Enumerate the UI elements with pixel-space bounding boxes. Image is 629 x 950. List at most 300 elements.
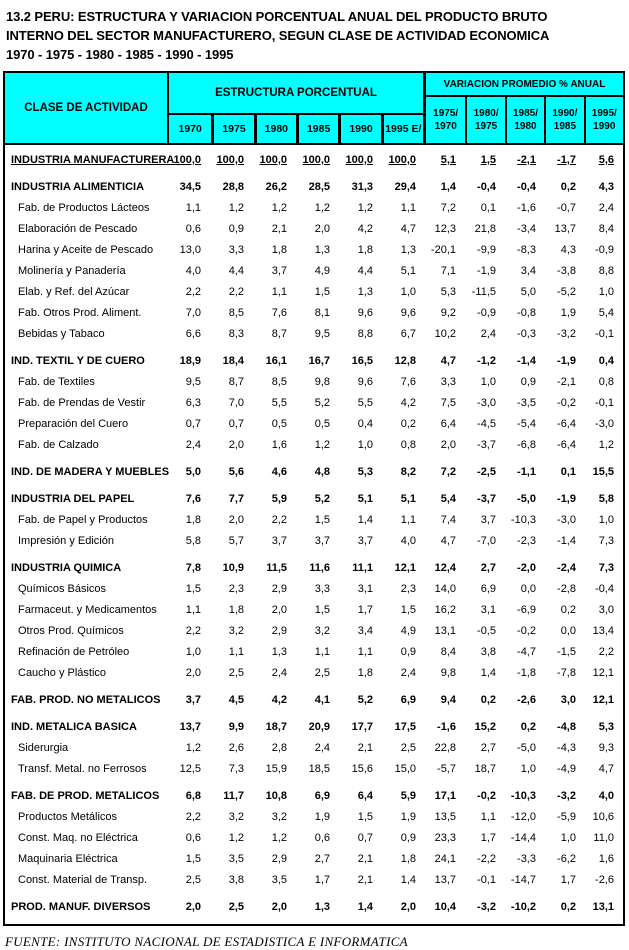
value-cell: 7,6 — [271, 307, 287, 319]
value-cell: 5,9 — [400, 790, 416, 802]
activity-label: Const. Material de Transp. — [18, 874, 148, 886]
value-cell: 13,5 — [434, 811, 456, 823]
value-cell: 7,7 — [228, 493, 244, 505]
value-cell: -3,0 — [477, 397, 496, 409]
variacion-promedio-section — [423, 73, 623, 143]
value-cell: 0,0 — [560, 625, 576, 637]
table-row — [5, 282, 623, 303]
year-column-header: 1995 E/ — [381, 115, 423, 143]
value-cell: 5,1 — [400, 265, 416, 277]
table-row — [5, 531, 623, 552]
value-cell: 1,8 — [228, 604, 244, 616]
value-cell: -1,2 — [477, 355, 496, 367]
value-cell: -2,1 — [517, 154, 536, 166]
activity-label: Otros Prod. Químicos — [18, 625, 124, 637]
value-cell: -0,9 — [595, 244, 614, 256]
value-cell: 1,4 — [357, 514, 373, 526]
value-cell: 12,1 — [592, 667, 614, 679]
value-cell: 10,9 — [222, 562, 244, 574]
activity-label: Farmaceut. y Medicamentos — [18, 604, 157, 616]
value-cell: 1,0 — [560, 832, 576, 844]
value-cell: 13,7 — [434, 874, 456, 886]
value-cell: 11,0 — [593, 832, 614, 844]
year-column-header: 1980 — [254, 115, 296, 143]
value-cell: 12,3 — [434, 223, 456, 235]
value-cell: 7,5 — [440, 397, 456, 409]
value-cell: 2,4 — [598, 202, 614, 214]
value-cell: 8,4 — [598, 223, 614, 235]
value-cell: 3,7 — [480, 514, 496, 526]
value-cell: 0,2 — [560, 901, 576, 913]
value-cell: -1,7 — [557, 154, 576, 166]
value-cell: 3,2 — [314, 625, 330, 637]
value-cell: 24,1 — [434, 853, 456, 865]
value-cell: 15,2 — [474, 721, 496, 733]
value-cell: 1,2 — [357, 202, 373, 214]
value-cell: 2,0 — [185, 901, 201, 913]
value-cell: 3,7 — [314, 535, 330, 547]
value-cell: 16,1 — [265, 355, 287, 367]
value-cell: 13,1 — [592, 901, 614, 913]
value-cell: 9,5 — [185, 376, 201, 388]
activity-label: Fab. de Productos Lácteos — [18, 202, 150, 214]
value-cell: 5,6 — [228, 466, 244, 478]
value-cell: -0,8 — [517, 307, 536, 319]
value-cell: 0,6 — [185, 223, 201, 235]
value-cell: 1,6 — [271, 439, 287, 451]
value-cell: 1,1 — [185, 604, 201, 616]
year-column-header: 1970 — [178, 123, 202, 135]
value-cell: 2,7 — [314, 853, 330, 865]
variation-column-header: 1990/ 1985 — [544, 97, 583, 143]
value-cell: 0,2 — [560, 181, 576, 193]
table-row — [5, 261, 623, 282]
value-cell: 15,6 — [351, 763, 373, 775]
value-cell: -1,1 — [517, 466, 536, 478]
value-cell: 6,8 — [185, 790, 201, 802]
value-cell: 4,4 — [357, 265, 373, 277]
value-cell: 16,7 — [308, 355, 330, 367]
value-cell: 8,7 — [271, 328, 287, 340]
table-row — [5, 198, 623, 219]
value-cell: 3,7 — [271, 535, 287, 547]
value-cell: 8,8 — [598, 265, 614, 277]
value-cell: 0,7 — [228, 418, 244, 430]
value-cell: -5,0 — [517, 493, 536, 505]
value-cell: 1,3 — [314, 244, 330, 256]
variation-column-header: 1980/ 1975 — [465, 97, 504, 143]
value-cell: 1,1 — [271, 286, 287, 298]
value-cell: 1,2 — [228, 832, 244, 844]
value-cell: 4,3 — [560, 244, 576, 256]
table-row — [5, 786, 623, 807]
value-cell: 2,8 — [271, 742, 287, 754]
value-cell: 3,5 — [271, 874, 287, 886]
activity-label: IND. DE MADERA Y MUEBLES — [11, 466, 170, 478]
value-cell: 9,3 — [598, 742, 614, 754]
value-cell: 5,2 — [357, 694, 373, 706]
value-cell: 2,0 — [228, 439, 244, 451]
table-row — [5, 621, 623, 642]
value-cell: 2,2 — [185, 625, 201, 637]
value-cell: 23,3 — [434, 832, 456, 844]
estructura-porcentual-section — [167, 73, 423, 143]
column-header-clase-de-actividad: CLASE DE ACTIVIDAD — [24, 102, 148, 114]
value-cell: 5,2 — [314, 493, 330, 505]
value-cell: -3,7 — [477, 493, 496, 505]
activity-label: IND. METALICA BASICA — [11, 721, 137, 733]
value-cell: 29,4 — [394, 181, 416, 193]
value-cell: 1,1 — [480, 811, 496, 823]
activity-label: Elab. y Ref. del Azúcar — [18, 286, 130, 298]
value-cell: 3,1 — [357, 583, 373, 595]
value-cell: 6,4 — [440, 418, 456, 430]
value-cell: 1,7 — [480, 832, 496, 844]
value-cell: -1,8 — [517, 667, 536, 679]
value-cell: 2,1 — [357, 874, 373, 886]
table-row — [5, 717, 623, 738]
value-cell: 11,7 — [223, 790, 244, 802]
estructura-porcentual-header: ESTRUCTURA PORCENTUAL — [169, 73, 423, 115]
value-cell: 2,7 — [480, 742, 496, 754]
value-cell: 100,0 — [173, 154, 201, 166]
value-cell: 1,0 — [185, 646, 201, 658]
value-cell: 7,6 — [400, 376, 416, 388]
value-cell: 3,1 — [480, 604, 496, 616]
value-cell: -2,5 — [477, 466, 496, 478]
value-cell: 1,9 — [560, 307, 576, 319]
value-cell: 4,2 — [400, 397, 416, 409]
value-cell: 6,9 — [480, 583, 496, 595]
table-row — [5, 828, 623, 849]
value-cell: -3,3 — [517, 853, 536, 865]
value-cell: 0,6 — [185, 832, 201, 844]
variation-columns-row — [426, 97, 623, 143]
year-columns-row — [169, 115, 423, 143]
value-cell: -1,6 — [517, 202, 536, 214]
value-cell: -5,7 — [437, 763, 456, 775]
value-cell: 5,3 — [598, 721, 614, 733]
variation-column-header: 1975/ 1970 — [433, 108, 459, 132]
value-cell: 18,5 — [308, 763, 330, 775]
value-cell: 2,6 — [228, 742, 244, 754]
value-cell: 5,5 — [357, 397, 373, 409]
value-cell: 20,9 — [308, 721, 330, 733]
activity-label: FAB. DE PROD. METALICOS — [11, 790, 160, 802]
value-cell: -9,9 — [477, 244, 496, 256]
value-cell: 0,5 — [314, 418, 330, 430]
value-cell: 0,1 — [560, 466, 576, 478]
value-cell: -2,0 — [517, 562, 536, 574]
value-cell: 1,3 — [314, 901, 330, 913]
table-row — [5, 219, 623, 240]
activity-label: IND. TEXTIL Y DE CUERO — [11, 355, 145, 367]
table-row — [5, 462, 623, 483]
value-cell: 6,3 — [185, 397, 201, 409]
value-cell: 0,2 — [520, 721, 536, 733]
title-line-2: INTERNO DEL SECTOR MANUFACTURERO, SEGUN CLASE DE ACTIVIDAD ECONOMICA — [6, 28, 550, 43]
value-cell: 1,1 — [228, 646, 244, 658]
value-cell: 2,2 — [598, 646, 614, 658]
value-cell: 6,9 — [314, 790, 330, 802]
value-cell: 100,0 — [302, 154, 330, 166]
value-cell: 3,3 — [228, 244, 244, 256]
table-row — [5, 240, 623, 261]
value-cell: 1,8 — [357, 667, 373, 679]
value-cell: 4,9 — [314, 265, 330, 277]
value-cell: -0,4 — [477, 181, 496, 193]
table-row — [5, 489, 623, 510]
value-cell: 1,1 — [400, 514, 416, 526]
value-cell: 2,4 — [480, 328, 496, 340]
value-cell: -0,2 — [557, 397, 576, 409]
activity-label: Fab. de Papel y Productos — [18, 514, 148, 526]
value-cell: 3,4 — [520, 265, 536, 277]
value-cell: 1,2 — [314, 439, 330, 451]
value-cell: -0,4 — [517, 181, 536, 193]
value-cell: 1,5 — [314, 604, 330, 616]
value-cell: 7,2 — [440, 466, 456, 478]
value-cell: 13,1 — [434, 625, 456, 637]
value-cell: 3,7 — [185, 694, 201, 706]
activity-label: INDUSTRIA MANUFACTURERA — [11, 154, 175, 166]
value-cell: -1,4 — [557, 535, 576, 547]
value-cell: 1,4 — [480, 667, 496, 679]
value-cell: 1,0 — [400, 286, 416, 298]
value-cell: 0,2 — [400, 418, 416, 430]
value-cell: 9,6 — [357, 307, 373, 319]
value-cell: -8,3 — [517, 244, 536, 256]
value-cell: 1,0 — [520, 763, 536, 775]
value-cell: -10,3 — [510, 790, 536, 802]
value-cell: 8,4 — [440, 646, 456, 658]
value-cell: 2,2 — [185, 811, 201, 823]
value-cell: 0,9 — [400, 646, 416, 658]
value-cell: 0,7 — [357, 832, 373, 844]
value-cell: 2,2 — [228, 286, 244, 298]
activity-label: INDUSTRIA DEL PAPEL — [11, 493, 135, 505]
value-cell: 4,7 — [440, 535, 456, 547]
value-cell: 11,5 — [266, 562, 287, 574]
value-cell: -14,4 — [510, 832, 536, 844]
value-cell: 1,5 — [480, 154, 496, 166]
value-cell: 5,7 — [228, 535, 244, 547]
activity-label: Impresión y Edición — [18, 535, 114, 547]
value-cell: 2,9 — [271, 625, 287, 637]
value-cell: -20,1 — [430, 244, 456, 256]
value-cell: 1,7 — [560, 874, 576, 886]
value-cell: 2,3 — [228, 583, 244, 595]
value-cell: 2,0 — [271, 604, 287, 616]
value-cell: 13,0 — [179, 244, 201, 256]
value-cell: 4,4 — [228, 265, 244, 277]
value-cell: 10,6 — [592, 811, 614, 823]
value-cell: 3,5 — [228, 853, 244, 865]
value-cell: 3,8 — [228, 874, 244, 886]
value-cell: 2,0 — [440, 439, 456, 451]
value-cell: 2,9 — [271, 583, 287, 595]
value-cell: 2,4 — [185, 439, 201, 451]
activity-label: Caucho y Plástico — [18, 667, 107, 679]
value-cell: 12,5 — [179, 763, 201, 775]
value-cell: 3,0 — [598, 604, 614, 616]
value-cell: 4,7 — [440, 355, 456, 367]
value-cell: 2,2 — [271, 514, 287, 526]
value-cell: -3,5 — [517, 397, 536, 409]
value-cell: 3,3 — [440, 376, 456, 388]
value-cell: 4,7 — [400, 223, 416, 235]
value-cell: -0,9 — [477, 307, 496, 319]
value-cell: 1,9 — [314, 811, 330, 823]
value-cell: 2,4 — [314, 742, 330, 754]
value-cell: 1,8 — [400, 853, 416, 865]
value-cell: 10,2 — [434, 328, 456, 340]
value-cell: 2,5 — [228, 667, 244, 679]
value-cell: -3,8 — [557, 265, 576, 277]
value-cell: -5,2 — [557, 286, 576, 298]
value-cell: -2,2 — [477, 853, 496, 865]
value-cell: 5,2 — [314, 397, 330, 409]
value-cell: 4,2 — [271, 694, 287, 706]
value-cell: 18,7 — [265, 721, 287, 733]
value-cell: -4,8 — [557, 721, 576, 733]
table-row — [5, 642, 623, 663]
value-cell: 5,9 — [271, 493, 287, 505]
value-cell: 26,2 — [265, 181, 287, 193]
value-cell: 6,4 — [357, 790, 373, 802]
value-cell: -0,1 — [595, 328, 614, 340]
value-cell: 2,3 — [400, 583, 416, 595]
data-table — [3, 71, 625, 926]
table-row — [5, 870, 623, 891]
table-row — [5, 738, 623, 759]
value-cell: 2,0 — [228, 514, 244, 526]
value-cell: 2,4 — [271, 667, 287, 679]
value-cell: 6,9 — [400, 694, 416, 706]
value-cell: 5,5 — [271, 397, 287, 409]
value-cell: 14,0 — [434, 583, 456, 595]
value-cell: -10,3 — [510, 514, 536, 526]
value-cell: -0,1 — [595, 397, 614, 409]
value-cell: 0,4 — [598, 355, 614, 367]
value-cell: 2,2 — [185, 286, 201, 298]
value-cell: -3,7 — [477, 439, 496, 451]
value-cell: 7,1 — [440, 265, 456, 277]
value-cell: -6,8 — [517, 439, 536, 451]
value-cell: 18,9 — [179, 355, 201, 367]
activity-label: Refinación de Petróleo — [18, 646, 130, 658]
value-cell: -5,0 — [517, 742, 536, 754]
table-body — [5, 143, 623, 924]
value-cell: 8,3 — [228, 328, 244, 340]
value-cell: -3,2 — [557, 328, 576, 340]
value-cell: 0,5 — [271, 418, 287, 430]
value-cell: 9,9 — [228, 721, 244, 733]
value-cell: 4,0 — [185, 265, 201, 277]
activity-label: FAB. PROD. NO METALICOS — [11, 694, 161, 706]
value-cell: 0,9 — [400, 832, 416, 844]
value-cell: 1,1 — [400, 202, 416, 214]
value-cell: 12,1 — [592, 694, 614, 706]
value-cell: 2,5 — [185, 874, 201, 886]
value-cell: -10,2 — [510, 901, 536, 913]
value-cell: 1,7 — [357, 604, 373, 616]
value-cell: 0,6 — [314, 832, 330, 844]
value-cell: 0,7 — [185, 418, 201, 430]
activity-label: Siderurgia — [18, 742, 69, 754]
value-cell: -0,5 — [477, 625, 496, 637]
activity-label: Productos Metálicos — [18, 811, 118, 823]
value-cell: 4,7 — [598, 763, 614, 775]
activity-label: Preparación del Cuero — [18, 418, 129, 430]
value-cell: 0,1 — [480, 202, 496, 214]
activity-label: Fab. de Prendas de Vestir — [18, 397, 146, 409]
activity-label: Fab. Otros Prod. Aliment. — [18, 307, 142, 319]
value-cell: 1,8 — [185, 514, 201, 526]
value-cell: 100,0 — [345, 154, 373, 166]
activity-label: Químicos Básicos — [18, 583, 107, 595]
value-cell: 8,8 — [357, 328, 373, 340]
table-row — [5, 372, 623, 393]
value-cell: 12,4 — [434, 562, 456, 574]
value-cell: 4,0 — [598, 790, 614, 802]
value-cell: 0,8 — [400, 439, 416, 451]
value-cell: 4,8 — [314, 466, 330, 478]
value-cell: 1,5 — [314, 514, 330, 526]
table-row — [5, 663, 623, 684]
value-cell: 9,8 — [314, 376, 330, 388]
value-cell: -0,3 — [517, 328, 536, 340]
table-row — [5, 324, 623, 345]
value-cell: 15,5 — [592, 466, 614, 478]
value-cell: 1,2 — [314, 202, 330, 214]
value-cell: -2,4 — [557, 562, 576, 574]
value-cell: 7,3 — [598, 535, 614, 547]
value-cell: 3,7 — [357, 535, 373, 547]
value-cell: 1,0 — [480, 376, 496, 388]
value-cell: -7,8 — [557, 667, 576, 679]
activity-label: Molinería y Panadería — [18, 265, 126, 277]
table-row — [5, 150, 623, 171]
year-column-header: 1990 — [338, 115, 380, 143]
value-cell: -3,2 — [557, 790, 576, 802]
value-cell: 0,2 — [480, 694, 496, 706]
value-cell: 100,0 — [259, 154, 287, 166]
value-cell: 100,0 — [216, 154, 244, 166]
value-cell: 5,4 — [440, 493, 456, 505]
year-column-header: 1985 — [296, 115, 338, 143]
value-cell: 1,1 — [314, 646, 330, 658]
variation-column-header: 1995/ 1990 — [584, 97, 623, 143]
value-cell: 1,5 — [185, 853, 201, 865]
value-cell: 11,1 — [352, 562, 373, 574]
value-cell: -4,5 — [477, 418, 496, 430]
value-cell: 16,2 — [434, 604, 456, 616]
value-cell: -5,4 — [517, 418, 536, 430]
value-cell: 21,8 — [474, 223, 496, 235]
source-note: FUENTE: INSTITUTO NACIONAL DE ESTADISTICA E INFORMATICA — [5, 934, 408, 949]
activity-label: INDUSTRIA ALIMENTICIA — [11, 181, 145, 193]
value-cell: 1,6 — [598, 853, 614, 865]
value-cell: 10,8 — [265, 790, 287, 802]
value-cell: 3,3 — [314, 583, 330, 595]
value-cell: 31,3 — [351, 181, 373, 193]
value-cell: 17,5 — [394, 721, 416, 733]
value-cell: -6,2 — [557, 853, 576, 865]
table-row — [5, 510, 623, 531]
table-header — [5, 73, 623, 143]
value-cell: 0,4 — [357, 418, 373, 430]
